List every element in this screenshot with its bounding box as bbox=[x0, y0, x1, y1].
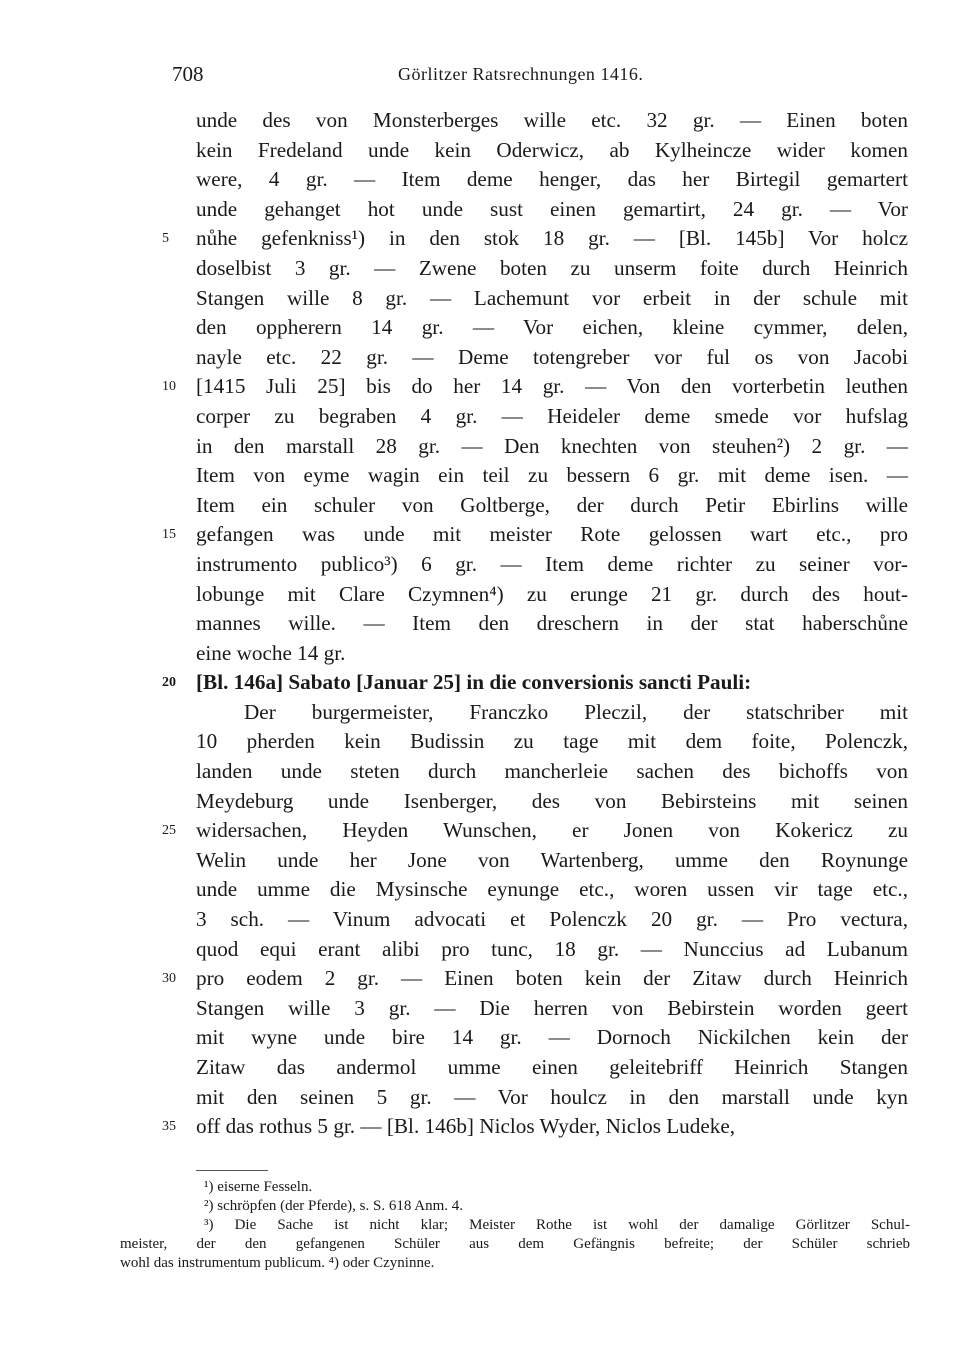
text-line bbox=[196, 639, 908, 669]
line-text: Item von eyme wagin ein teil zu bessern 6 gr. mit deme isen. — bbox=[196, 463, 908, 488]
line-number: 20 bbox=[162, 675, 176, 691]
running-title: Görlitzer Ratsrechnungen 1416. bbox=[398, 64, 644, 84]
line-text: pro eodem 2 gr. — Einen boten kein der Zitaw durch Heinrich bbox=[196, 966, 908, 991]
line-text: Stangen wille 3 gr. — Die herren von Bebirstein worden geert bbox=[196, 995, 908, 1020]
text-line bbox=[196, 402, 908, 432]
footnote-rule bbox=[196, 1170, 268, 1171]
text-line bbox=[196, 875, 908, 905]
text-line bbox=[196, 106, 908, 136]
line-text: nůhe gefenkniss¹) in den stok 18 gr. — [Bl. 145b] Vor holcz bbox=[196, 226, 908, 251]
text-line bbox=[162, 668, 908, 698]
line-number: 30 bbox=[162, 971, 176, 987]
text-line bbox=[196, 787, 908, 817]
text-line bbox=[196, 580, 908, 610]
text-line bbox=[196, 1083, 908, 1113]
text-line bbox=[196, 165, 908, 195]
line-text: gefangen was unde mit meister Rote gelossen wart etc., pro bbox=[196, 522, 908, 547]
line-text: in den marstall 28 gr. — Den knechten von steuhen²) 2 gr. — bbox=[196, 433, 908, 458]
line-number: 15 bbox=[162, 527, 176, 543]
text-line bbox=[196, 1023, 908, 1053]
line-text: unde gehanget hot unde sust einen gemartirt, 24 gr. — Vor bbox=[196, 196, 908, 221]
text-line bbox=[196, 698, 908, 728]
text-line bbox=[196, 313, 908, 343]
text-line bbox=[196, 609, 908, 639]
line-text: nayle etc. 22 gr. — Deme totengreber vor ful os von Jacobi bbox=[196, 344, 908, 369]
line-text: Stangen wille 8 gr. — Lachemunt vor erbeit in der schule mit bbox=[196, 285, 908, 310]
text-line bbox=[196, 905, 908, 935]
line-text: off das rothus 5 gr. — [Bl. 146b] Niclos Wyder, Niclos Ludeke, bbox=[196, 1114, 736, 1139]
footnote-3: ³) Die Sache ist nicht klar; Meister Rothe ist wohl der damalige Görlitzer Schul- bbox=[204, 1217, 910, 1233]
text-line bbox=[196, 284, 908, 314]
line-text: kein Fredeland unde kein Oderwicz, ab Kylheincze wider komen bbox=[196, 137, 908, 162]
line-text: Item ein schuler von Goltberge, der durch Petir Ebirlins wille bbox=[196, 492, 908, 517]
page-number: 708 bbox=[172, 62, 204, 86]
line-text: lobunge mit Clare Czymnen⁴) zu erunge 21 gr. durch des hout- bbox=[196, 581, 908, 606]
line-text: eine woche 14 gr. bbox=[196, 640, 346, 665]
line-text: unde umme die Mysinsche eynunge etc., woren ussen vir tage etc., bbox=[196, 877, 908, 902]
footnote-2: ²) schröpfen (der Pferde), s. S. 618 Anm. 4. bbox=[204, 1198, 464, 1214]
line-text: mit den seinen 5 gr. — Vor houlcz in den marstall unde kyn bbox=[196, 1084, 908, 1109]
line-text: 10 pherden kein Budissin zu tage mit dem foite, Polenczk, bbox=[196, 729, 908, 754]
text-line bbox=[196, 136, 908, 166]
text-line bbox=[162, 520, 908, 550]
line-number: 25 bbox=[162, 823, 176, 839]
line-text: landen unde steten durch mancherleie sachen des bichoffs von bbox=[196, 759, 908, 784]
line-text: were, 4 gr. — Item deme henger, das her Birtegil gemartert bbox=[196, 167, 908, 192]
text-line bbox=[162, 964, 908, 994]
text-line bbox=[196, 1053, 908, 1083]
line-text: mannes wille. — Item den dreschern in der stat haberschůne bbox=[196, 611, 908, 636]
line-text: Zitaw das andermol umme einen geleitebriff Heinrich Stangen bbox=[196, 1055, 908, 1079]
line-text: instrumento publico³) 6 gr. — Item deme richter zu seiner vor- bbox=[196, 551, 908, 576]
line-text: 3 sch. — Vinum advocati et Polenczk 20 gr. — Pro vectura, bbox=[196, 907, 908, 932]
line-text: Der burgermeister, Franczko Pleczil, der statschriber mit bbox=[244, 699, 908, 724]
line-number: 5 bbox=[162, 231, 169, 247]
line-text: unde des von Monsterberges wille etc. 32 gr. — Einen boten bbox=[196, 108, 908, 132]
line-number: 10 bbox=[162, 379, 176, 395]
line-text: doselbist 3 gr. — Zwene boten zu unserm foite durch Heinrich bbox=[196, 255, 908, 280]
text-line bbox=[196, 461, 908, 491]
footnote-1: ¹) eiserne Fesseln. bbox=[204, 1179, 313, 1195]
text-line bbox=[196, 254, 908, 284]
text-line bbox=[196, 432, 908, 462]
footnote-3-end: wohl das instrumentum publicum. ⁴) oder Czyninne. bbox=[120, 1255, 435, 1271]
line-text: [Bl. 146a] Sabato [Januar 25] in die conversionis sancti Pauli: bbox=[196, 670, 752, 695]
text-line bbox=[196, 727, 908, 757]
text-line bbox=[196, 343, 908, 373]
line-text: Meydeburg unde Isenberger, des von Bebirsteins mit seinen bbox=[196, 788, 908, 813]
footnotes bbox=[120, 1178, 910, 1273]
text-line bbox=[162, 372, 908, 402]
line-text: [1415 Juli 25] bis do her 14 gr. — Von den vorterbetin leuthen bbox=[196, 374, 908, 399]
text-line bbox=[196, 550, 908, 580]
line-text: corper zu begraben 4 gr. — Heideler deme smede vor hufslag bbox=[196, 403, 908, 428]
line-text: mit wyne unde bire 14 gr. — Dornoch Nickilchen kein der bbox=[196, 1025, 908, 1050]
line-text: widersachen, Heyden Wunschen, er Jonen von Kokericz zu bbox=[196, 818, 908, 843]
text-line bbox=[196, 935, 908, 965]
footnote-3-cont: meister, der den gefangenen Schüler aus dem Gefängnis befreite; der Schüler schrieb bbox=[120, 1236, 910, 1252]
text-line bbox=[162, 224, 908, 254]
text-line bbox=[162, 1112, 908, 1142]
main-text bbox=[162, 106, 908, 1142]
text-line bbox=[196, 195, 908, 225]
text-line bbox=[196, 491, 908, 521]
line-text: quod equi erant alibi pro tunc, 18 gr. — Nunccius ad Lubanum bbox=[196, 936, 908, 961]
line-text: Welin unde her Jone von Wartenberg, umme den Roynunge bbox=[196, 847, 908, 872]
text-line bbox=[162, 816, 908, 846]
text-line bbox=[196, 994, 908, 1024]
text-line bbox=[196, 757, 908, 787]
line-text: den oppherern 14 gr. — Vor eichen, kleine cymmer, delen, bbox=[196, 315, 908, 340]
line-number: 35 bbox=[162, 1119, 176, 1135]
text-line bbox=[196, 846, 908, 876]
